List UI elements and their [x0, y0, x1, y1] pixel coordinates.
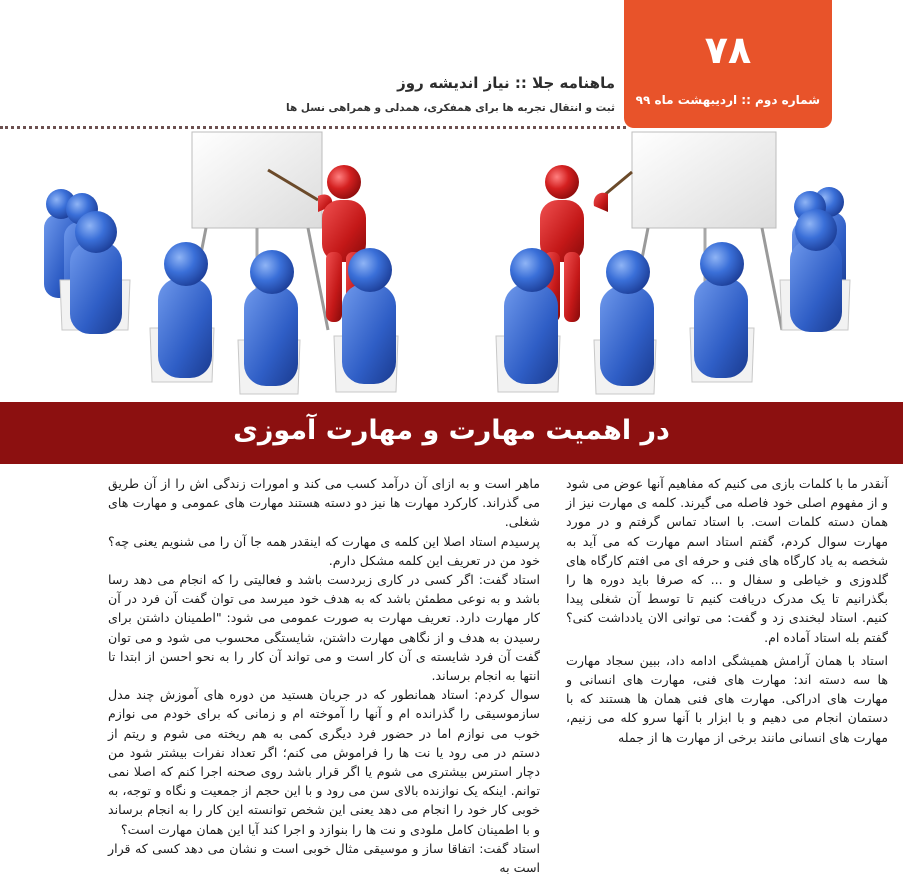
article-title-banner — [0, 402, 903, 464]
left-scene — [44, 132, 398, 394]
issue-badge — [624, 0, 832, 128]
article-paragraph: استاد گفت: اتفاقا ساز و موسیقی مثال خوبی است و نشان می دهد کسی که قرار است به — [108, 840, 540, 876]
article-column-right — [566, 474, 888, 747]
right-scene — [496, 132, 850, 394]
whiteboard — [192, 132, 322, 228]
page-header — [0, 0, 903, 130]
presentation-figures-illustration — [0, 130, 903, 402]
audience-figure — [594, 250, 656, 394]
article-paragraph: پرسیدم استاد اصلا این کلمه ی مهارت که اینقدر همه جا آن را می شنویم یعنی چه؟ خود من در تعریف این کلمه مشکل دارم. — [108, 533, 540, 568]
audience-figure — [496, 248, 560, 392]
audience-figure — [690, 242, 754, 382]
article-paragraph: ماهر است و به ازای آن درآمد کسب می کند و امورات زندگی اش را از آن طریق می گذراند. کارکرد مهارت ها نیز دو دسته هستند مهارت های عمومی و مهارت های شغلی. — [108, 476, 540, 530]
header-divider — [0, 126, 626, 129]
issue-label: شماره دوم :: اردیبهشت ماه ۹۹ — [635, 93, 820, 107]
whiteboard — [632, 132, 776, 228]
article-paragraph: سوال کردم: استاد همانطور که در جریان هستید من دوره های آموزش چند مدل سازموسیقی را گذرانده ام و آنها را آموخته ام و زمانی که برای خودم می نوازم خوب می نوازم اما در حضور فرد دیگری کمی به هم ریخته می شوم و ریتم از دستم در می رود یا نت ها را فراموش می کنم؛ اگر تعداد نفرات بیشتر شود من دچار استرس بیشتری می شوم یا اگر قرار باشد روی صحنه اجرا کنم که اصلا نمی توانم. اینکه یک نوازنده بالای سن می رود و با این حجم از جمعیت و نگاه و توجه، به خوبی کار خود را انجام می دهد یعنی این شخص توانسته این کار را به انجام برساند و با اطمینان کامل ملودی و نت ها را بنوازد و اجرا کند آیا این همان مهارت است؟ — [108, 687, 540, 837]
article-paragraph: آنقدر ما با کلمات بازی می کنیم که مفاهیم آنها عوض می شود و از مفهوم اصلی خود فاصله می گیرند. کلمه ی مهارت نیز از همان دسته کلمات است. با استاد تماس گرفتم و در مورد مهارت سوال کردم، گفتم استاد اسم مهارت که می آید به شخصه به یاد کارگاه های فنی و حرفه ای می افتم کارگاه های گلدوزی و خیاطی و سفال و ... که صرفا باید دوره ها را بگذرانیم تا یک مدرک دریافت کنیم تا توسط آن شغلی پیدا کنیم. استاد لبخندی زد و گفت: می توانی الان یادداشت کنی؟ گفتم بله استاد آماده ام. — [566, 476, 888, 645]
magazine-title: ماهنامه جلا :: نیاز اندیشه روز — [397, 74, 615, 92]
article-column-left — [108, 474, 540, 877]
article-paragraph: استاد با همان آرامش همیشگی ادامه داد، ببین سجاد مهارت ها سه دسته اند: مهارت های فنی، مهارت های انسانی و مهارت های ادراکی. مهارت های فنی همان ها هستند که با دستمان انجام می دهیم و با ابزار با آنها سرو کله می زنیم، مهارت های انسانی مانند برخی از مهارت ها از جمله — [566, 652, 888, 745]
audience-figure — [334, 248, 398, 392]
audience-figure — [150, 242, 214, 382]
page-number: ۷۸ — [704, 28, 752, 72]
audience-figure — [238, 250, 300, 394]
magazine-tagline: ثبت و انتقال تجربه ها برای همفکری، همدلی و همراهی نسل ها — [286, 102, 615, 114]
article-paragraph: استاد گفت: اگر کسی در کاری زبردست باشد و فعالیتی را که انجام می دهد رسا باشد و به نوعی مطمئن باشد که به هدف خود میرسد می توان گفت آن فرد در آن کار مهارت دارد. تعریف مهارت به صورت عمومی می شود: "اطمینان داشتن برای رسیدن به هدف و از نگاهی مهارت داشتن، شایستگی محسوب می شود و می توان گفت آن فرد شایسته ی آن کار است و می تواند آن کار را به نحو احسن از ابتدا تا انتها به انجام برساند. — [108, 572, 540, 684]
article-title: در اهمیت مهارت و مهارت آموزی — [233, 415, 670, 446]
